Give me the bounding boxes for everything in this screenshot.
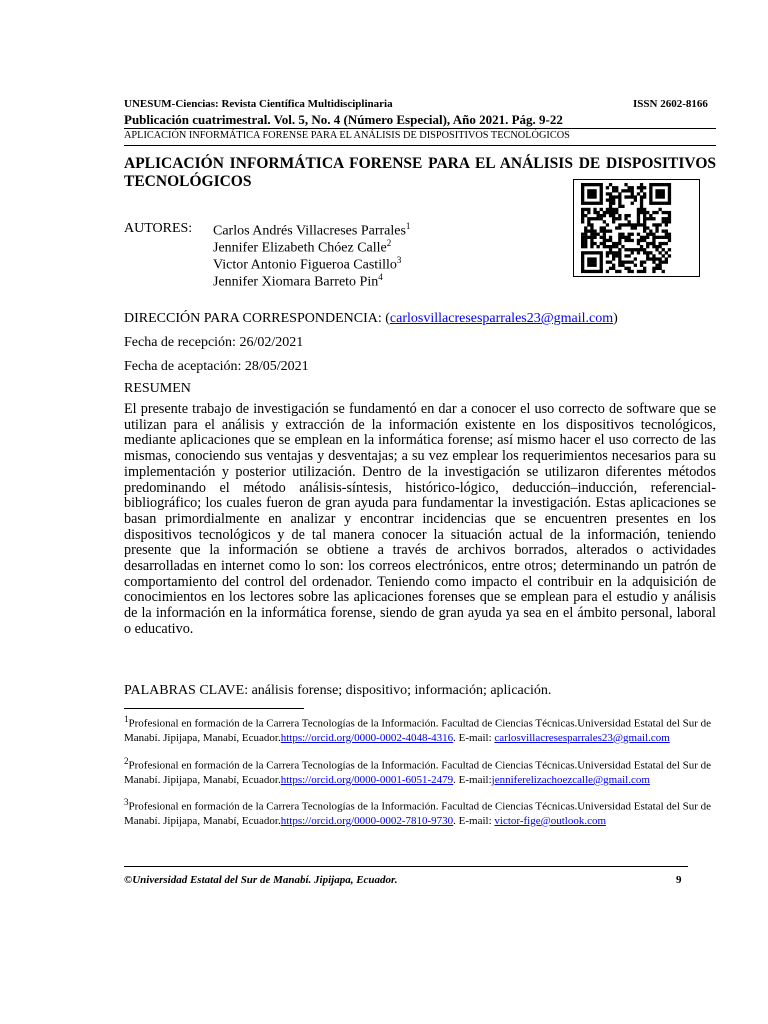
issn: ISSN 2602-8166 — [633, 98, 708, 110]
authors-label: AUTORES: — [124, 221, 193, 236]
journal-name: UNESUM-Ciencias: Revista Científica Multidisciplinaria — [124, 98, 393, 110]
running-title: APLICACIÓN INFORMÁTICA FORENSE PARA EL ANÁLISIS DE DISPOSITIVOS TECNOLÓGICOS — [124, 130, 570, 141]
footnote-separator — [124, 708, 304, 709]
author-footnote-ref[interactable]: 4 — [378, 272, 383, 282]
resumen-heading: RESUMEN — [124, 381, 191, 396]
author-name: Carlos Andrés Villacreses Parrales — [213, 223, 406, 239]
correspondence-email-link[interactable]: carlosvillacresesparrales23@gmail.com — [389, 311, 614, 326]
author-name: Victor Antonio Figueroa Castillo — [213, 257, 397, 273]
qr-code-icon — [573, 179, 700, 277]
orcid-link[interactable]: https://orcid.org/0000-0001-6051-2479 — [280, 773, 454, 786]
footnote-text: Profesional en formación de la Carrera Tecnologías de la Información. Facultad de Ciencias Técnicas.Universidad Estatal del Sur de Manabí. Jipijapa, Manabí, Ecuador. — [124, 717, 712, 744]
author-name: Jennifer Xiomara Barreto Pin — [213, 274, 379, 290]
author-footnote-ref[interactable]: 3 — [396, 255, 402, 265]
header-rule — [124, 128, 716, 129]
footnote-1 — [124, 712, 716, 745]
email-label: . E-mail: — [453, 773, 492, 786]
footer-copyright: ©Universidad Estatal del Sur de Manabí. Jipijapa, Ecuador. — [124, 874, 398, 886]
email-link[interactable]: victor-fige@outlook.com — [494, 814, 607, 827]
correspondence-close: ) — [613, 311, 618, 326]
email-link[interactable]: carlosvillacresesparrales23@gmail.com — [494, 731, 670, 744]
publication-info: Publicación cuatrimestral. Vol. 5, No. 4 (Número Especial), Año 2021. Pág. 9-22 — [124, 112, 563, 127]
footnote-3 — [124, 795, 716, 828]
abstract-text: El presente trabajo de investigación se fundamentó en dar a conocer el uso correcto de software que se utilizan para el análisis y extracción de la información existente en los dispositivos tecnológicos, mediante aplicaciones que se emplean en la informática forense; así mismo hacer el uso correcto de las mismas, conociendo sus ventajas y desventajas; a su vez emplear los requerimientos necesarios para su implementación y posterior utilización. Dentro de la investigación se utilizaron diferentes métodos predominando el método análisis-síntesis, histórico-lógico, deducción–inducción, referencial-bibliográfico; los cuales fueron de gran ayuda para fundamentar la investigación. Estas aplicaciones se basan primordialmente en analizar y encontrar incidencias que se encuentren presentes en los dispositivos tecnológicos y de tal manera conocer la situación actual de la información, teniendo presente que la información se obtiene a través de archivos borrados, alterados o actividades desarrolladas en internet como lo son: los correos electrónicos, entre otros; determinando un patrón de comportamiento del control del ordenador. Teniendo como impacto el contribuir en la adquisición de conocimientos en los lectores sobre las aplicaciones forenses que se emplean para el estudio y análisis de la información en la informática forense, siendo de gran ayuda ya sea en el ámbito personal, laboral o educativo. — [124, 401, 716, 637]
email-label: . E-mail: — [453, 731, 495, 744]
orcid-link[interactable]: https://orcid.org/0000-0002-4048-4316 — [280, 731, 454, 744]
footnote-2 — [124, 754, 716, 787]
footnote-number: 2 — [124, 756, 129, 766]
accepted-date: Fecha de aceptación: 28/05/2021 — [124, 359, 309, 374]
author-1 — [213, 221, 410, 240]
orcid-link[interactable]: https://orcid.org/0000-0002-7810-9730 — [280, 814, 454, 827]
footnote-text: Profesional en formación de la Carrera Tecnologías de la Información. Facultad de Ciencias Técnicas.Universidad Estatal del Sur de Manabí. Jipijapa, Manabí, Ecuador. — [124, 800, 712, 827]
author-footnote-ref[interactable]: 1 — [405, 221, 411, 231]
footer-rule — [124, 866, 688, 867]
correspondence-label: DIRECCIÓN PARA CORRESPONDENCIA: ( — [124, 311, 390, 326]
footnote-number: 1 — [124, 714, 129, 724]
article-title-line1: APLICACIÓN INFORMÁTICA FORENSE PARA EL ANÁLISIS DE DISPOSITIVOS — [124, 155, 716, 172]
author-2 — [213, 238, 391, 257]
author-4 — [213, 272, 383, 291]
author-name: Jennifer Elizabeth Chóez Calle — [213, 240, 387, 256]
article-title-line2: TECNOLÓGICOS — [124, 173, 252, 190]
header-rule-bottom — [124, 145, 716, 146]
page-number: 9 — [676, 874, 682, 886]
keywords: PALABRAS CLAVE: análisis forense; dispositivo; información; aplicación. — [124, 683, 552, 698]
footnote-number: 3 — [124, 797, 129, 807]
footnote-text: Profesional en formación de la Carrera Tecnologías de la Información. Facultad de Ciencias Técnicas.Universidad Estatal del Sur de Manabí. Jipijapa, Manabí, Ecuador. — [124, 759, 712, 786]
received-date: Fecha de recepción: 26/02/2021 — [124, 335, 304, 350]
author-footnote-ref[interactable]: 2 — [386, 238, 392, 248]
email-link[interactable]: jenniferelizachoezcalle@gmail.com — [491, 773, 650, 786]
correspondence — [124, 311, 618, 327]
author-3 — [213, 255, 401, 274]
email-label: . E-mail: — [453, 814, 495, 827]
